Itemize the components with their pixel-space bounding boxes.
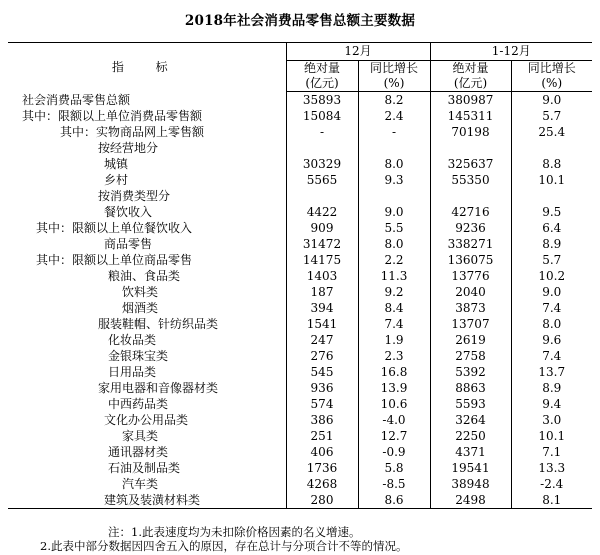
ytd-growth-cell: 3.0 — [542, 413, 562, 427]
ytd-abs-cell: 3264 — [430, 412, 511, 428]
ytd-abs-cell: 380987 — [430, 92, 511, 109]
dec-abs-unit: (亿元) — [286, 76, 358, 92]
table-row — [8, 108, 592, 124]
dec-abs-cell: 386 — [286, 412, 358, 428]
dec-abs-cell: 1403 — [286, 268, 358, 284]
row-label: 通讯器材类 — [8, 444, 286, 460]
table-row — [8, 92, 592, 109]
row-label: 乡村 — [8, 172, 286, 188]
note-1: 注：1.此表速度均为未扣除价格因素的名义增速。 — [108, 525, 361, 539]
table-row — [8, 236, 592, 252]
dec-abs-cell: 280 — [286, 492, 358, 509]
dec-abs-cell: 5565 — [286, 172, 358, 188]
table-row — [8, 124, 592, 140]
table-row — [8, 204, 592, 220]
table-row — [8, 172, 592, 188]
ytd-growth-cell: 10.1 — [538, 429, 566, 443]
dec-growth-cell: 2.3 — [358, 348, 430, 364]
ytd-growth-cell: 9.6 — [542, 333, 562, 347]
dec-growth-cell: 12.7 — [358, 428, 430, 444]
row-label: 烟酒类 — [8, 300, 286, 316]
table-row — [8, 332, 592, 348]
dec-abs-cell: 187 — [286, 284, 358, 300]
dec-abs-cell: 909 — [286, 220, 358, 236]
table-row — [8, 300, 592, 316]
retail-sales-table — [8, 42, 592, 509]
dec-growth-cell: 5.5 — [358, 220, 430, 236]
dec-abs-cell — [286, 140, 358, 156]
page-title: 2018年社会消费品零售总额主要数据 — [184, 13, 416, 29]
dec-abs-cell: 14175 — [286, 252, 358, 268]
ytd-abs-cell: 42716 — [430, 204, 511, 220]
dec-abs-cell: 394 — [286, 300, 358, 316]
ytd-growth-cell: 13.3 — [538, 461, 566, 475]
row-label: 日用品类 — [8, 364, 286, 380]
table-row — [8, 476, 592, 492]
ytd-abs-unit: (亿元) — [430, 76, 511, 92]
dec-growth-unit: (%) — [358, 76, 430, 92]
ytd-growth-cell: 10.2 — [538, 269, 566, 283]
dec-abs-cell: 15084 — [286, 108, 358, 124]
ytd-growth-cell — [511, 188, 592, 204]
table-row — [8, 492, 592, 509]
table-row — [8, 140, 592, 156]
dec-growth-cell: -4.0 — [358, 412, 430, 428]
dec-abs-cell: 276 — [286, 348, 358, 364]
row-label: 饮料类 — [8, 284, 286, 300]
dec-abs-cell: 247 — [286, 332, 358, 348]
dec-growth-cell: 9.2 — [358, 284, 430, 300]
dec-growth-cell: 8.0 — [358, 236, 430, 252]
dec-abs-header: 绝对量 — [286, 61, 358, 77]
table-row — [8, 428, 592, 444]
dec-growth-cell: 7.4 — [358, 316, 430, 332]
ytd-abs-cell: 145311 — [430, 108, 511, 124]
dec-growth-cell: 11.3 — [358, 268, 430, 284]
row-label: 化妆品类 — [8, 332, 286, 348]
ytd-abs-cell: 70198 — [430, 124, 511, 140]
row-label: 石油及制品类 — [8, 460, 286, 476]
dec-growth-cell — [358, 140, 430, 156]
dec-abs-cell: 4268 — [286, 476, 358, 492]
ytd-growth-cell: 8.1 — [511, 492, 592, 509]
dec-abs-cell: 574 — [286, 396, 358, 412]
row-label: 商品零售 — [8, 236, 286, 252]
period-dec-header: 12月 — [286, 43, 430, 61]
table-row — [8, 316, 592, 332]
header-row-periods — [8, 43, 592, 61]
ytd-abs-cell — [430, 188, 511, 204]
dec-growth-cell: 16.8 — [358, 364, 430, 380]
table-row — [8, 156, 592, 172]
dec-growth-cell: 2.2 — [358, 252, 430, 268]
table-row — [8, 220, 592, 236]
dec-growth-cell: 1.9 — [358, 332, 430, 348]
ytd-abs-cell: 5593 — [430, 396, 511, 412]
note-2: 2.此表中部分数据因四舍五入的原因，存在总计与分项合计不等的情况。 — [40, 539, 408, 553]
dec-abs-cell: 35893 — [286, 92, 358, 109]
table-row — [8, 460, 592, 476]
row-label: 按消费类型分 — [8, 188, 286, 204]
ytd-abs-cell: 8863 — [430, 380, 511, 396]
ytd-abs-cell: 2619 — [430, 332, 511, 348]
table-row — [8, 188, 592, 204]
table-row — [8, 396, 592, 412]
dec-growth-cell: 5.8 — [358, 460, 430, 476]
ytd-growth-cell: 9.0 — [542, 93, 562, 107]
ytd-abs-cell: 338271 — [430, 236, 511, 252]
ytd-growth-cell: 5.7 — [542, 109, 562, 123]
dec-growth-cell: - — [358, 124, 430, 140]
dec-growth-cell: 9.3 — [358, 172, 430, 188]
ytd-abs-cell: 2758 — [430, 348, 511, 364]
dec-growth-cell: 8.6 — [358, 492, 430, 509]
dec-growth-cell: 10.6 — [358, 396, 430, 412]
dec-growth-cell: 8.0 — [358, 156, 430, 172]
indicator-header: 指 标 — [8, 43, 286, 92]
ytd-growth-cell: 25.4 — [538, 125, 566, 139]
ytd-abs-cell: 2250 — [430, 428, 511, 444]
row-label: 其中：限额以上单位消费品零售额 — [8, 108, 286, 124]
dec-abs-cell: 545 — [286, 364, 358, 380]
dec-growth-cell: 8.4 — [358, 300, 430, 316]
ytd-abs-cell: 55350 — [430, 172, 511, 188]
dec-growth-header: 同比增长 — [358, 61, 430, 77]
dec-growth-cell: 8.2 — [358, 92, 430, 109]
ytd-abs-cell: 13707 — [430, 316, 511, 332]
ytd-abs-cell: 2498 — [430, 492, 511, 509]
row-label: 家用电器和音像器材类 — [8, 380, 286, 396]
ytd-growth-cell: 7.4 — [542, 301, 562, 315]
table-notes — [0, 525, 600, 553]
row-label: 按经营地分 — [8, 140, 286, 156]
ytd-abs-cell: 325637 — [430, 156, 511, 172]
ytd-growth-cell: 8.8 — [542, 157, 562, 171]
ytd-growth-cell: 8.0 — [542, 317, 562, 331]
ytd-growth-cell: 8.9 — [542, 381, 562, 395]
row-label: 建筑及装潢材料类 — [8, 492, 286, 509]
row-label: 社会消费品零售总额 — [8, 92, 286, 109]
ytd-abs-cell — [430, 140, 511, 156]
dec-abs-cell: - — [286, 124, 358, 140]
ytd-abs-cell: 19541 — [430, 460, 511, 476]
ytd-abs-cell: 2040 — [430, 284, 511, 300]
dec-abs-cell: 31472 — [286, 236, 358, 252]
dec-abs-cell: 1736 — [286, 460, 358, 476]
dec-abs-cell — [286, 188, 358, 204]
ytd-growth-cell: 9.4 — [542, 397, 562, 411]
row-label: 金银珠宝类 — [8, 348, 286, 364]
ytd-growth-cell: 5.7 — [542, 253, 562, 267]
dec-growth-cell: -8.5 — [358, 476, 430, 492]
ytd-abs-cell: 38948 — [430, 476, 511, 492]
ytd-growth-cell: 8.9 — [542, 237, 562, 251]
dec-growth-cell: -0.9 — [358, 444, 430, 460]
table-row — [8, 364, 592, 380]
ytd-growth-header: 同比增长 — [527, 61, 576, 75]
ytd-growth-cell: 10.1 — [538, 173, 566, 187]
row-label: 其中：实物商品网上零售额 — [8, 124, 286, 140]
ytd-abs-cell: 5392 — [430, 364, 511, 380]
row-label: 服装鞋帽、针纺织品类 — [8, 316, 286, 332]
ytd-growth-cell: 7.1 — [542, 445, 562, 459]
dec-abs-cell: 251 — [286, 428, 358, 444]
ytd-growth-cell: 6.4 — [542, 221, 562, 235]
dec-abs-cell: 4422 — [286, 204, 358, 220]
ytd-growth-cell: 9.0 — [542, 285, 562, 299]
table-row — [8, 268, 592, 284]
dec-abs-cell: 406 — [286, 444, 358, 460]
row-label: 其中：限额以上单位商品零售 — [8, 252, 286, 268]
dec-growth-cell: 13.9 — [358, 380, 430, 396]
dec-abs-cell: 1541 — [286, 316, 358, 332]
period-ytd-header: 1-12月 — [430, 43, 592, 61]
dec-growth-cell: 2.4 — [358, 108, 430, 124]
ytd-growth-cell — [511, 140, 592, 156]
table-row — [8, 412, 592, 428]
row-label: 汽车类 — [8, 476, 286, 492]
table-row — [8, 252, 592, 268]
dec-abs-cell: 30329 — [286, 156, 358, 172]
table-row — [8, 380, 592, 396]
dec-growth-cell — [358, 188, 430, 204]
row-label: 其中：限额以上单位餐饮收入 — [8, 220, 286, 236]
row-label: 餐饮收入 — [8, 204, 286, 220]
ytd-abs-cell: 3873 — [430, 300, 511, 316]
ytd-abs-header: 绝对量 — [430, 61, 511, 77]
table-row — [8, 444, 592, 460]
ytd-abs-cell: 136075 — [430, 252, 511, 268]
ytd-abs-cell: 13776 — [430, 268, 511, 284]
row-label: 家具类 — [8, 428, 286, 444]
ytd-abs-cell: 9236 — [430, 220, 511, 236]
ytd-growth-cell: 13.7 — [538, 365, 566, 379]
table-row — [8, 348, 592, 364]
row-label: 文化办公用品类 — [8, 412, 286, 428]
ytd-abs-cell: 4371 — [430, 444, 511, 460]
ytd-growth-cell: -2.4 — [540, 477, 564, 491]
row-label: 城镇 — [8, 156, 286, 172]
row-label: 中西药品类 — [8, 396, 286, 412]
ytd-growth-cell: 9.5 — [542, 205, 562, 219]
table-row — [8, 284, 592, 300]
dec-abs-cell: 936 — [286, 380, 358, 396]
dec-growth-cell: 9.0 — [358, 204, 430, 220]
ytd-growth-unit: (%) — [511, 76, 592, 92]
ytd-growth-cell: 7.4 — [542, 349, 562, 363]
row-label: 粮油、食品类 — [8, 268, 286, 284]
